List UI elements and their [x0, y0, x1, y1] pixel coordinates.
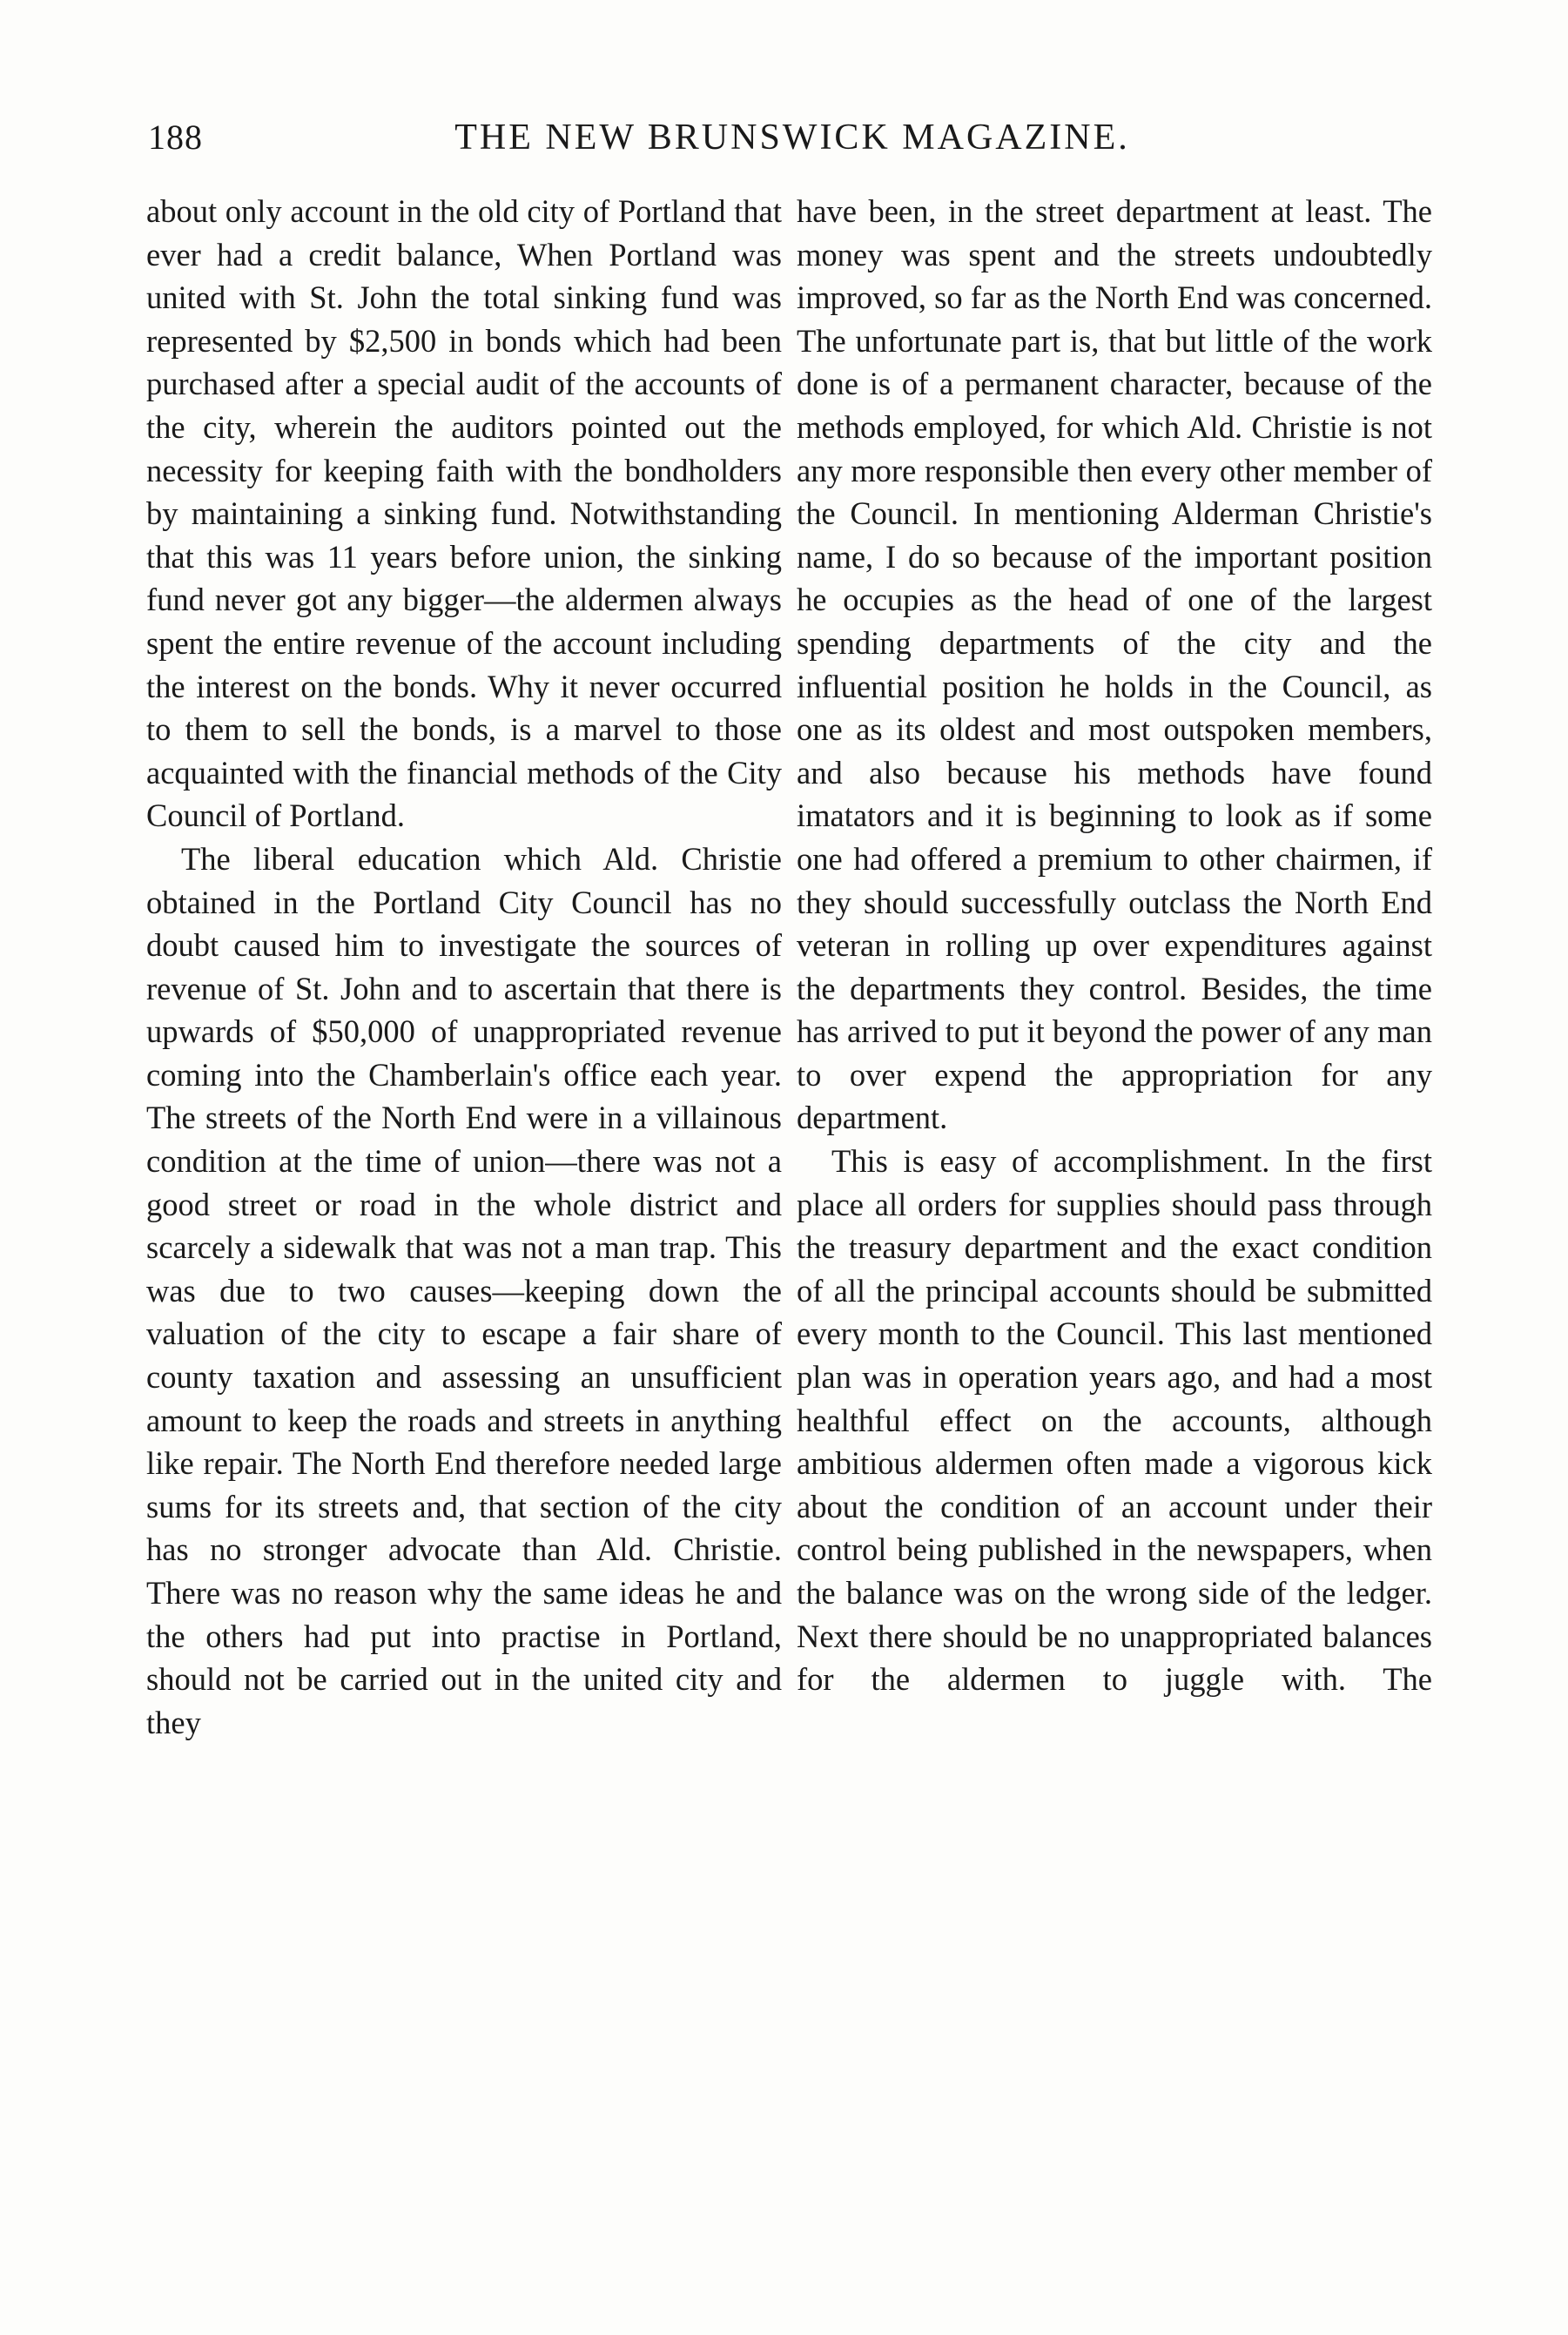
left-paragraph-2: The liberal education which Ald. Christie obtained in the Portland City Council has no doubt caused him to investigate the sources of revenue of St. John and to ascertain that there is upwards of $50,000 of unappropriated revenue coming into the Chamberlain's office each year. The streets of the North End were in a villainous condition at the time of union—there was not a good street or road in the whole district and scarcely a sidewalk that was not a man trap. This was due to two causes—keeping down the valuation of the city to escape a fair share of county taxation and assessing an unsufficient amount to keep the roads and streets in anything like repair. The North End therefore needed large sums for its streets and, that section of the city has no stronger advocate than Ald. Christie. There was no reason why the same ideas he and the others had put into practise in Portland, should not be carried out in the united city and they — [146, 840, 782, 1740]
right-paragraph-2: This is easy of accomplishment. In the first place all orders for supplies should pass through the treasury department and the exact condition of all the principal accounts should be submitted every month to the Council. This last mentioned plan was in operation years ago, and had a most healthful effect on the accounts, although ambitious aldermen often made a vigorous kick about the condition of an account under their control being published in the newspapers, when the balance was on the wrong side of the ledger. Next there should be no unappropriated balances for the aldermen to juggle with. The — [797, 1143, 1432, 1698]
page-number: 188 — [148, 118, 203, 157]
left-paragraph-1: about only account in the old city of Portland that ever had a credit balance, When Portland was united with St. John the total sinking fund was represented by $2,500 in bonds which had been purchased after a special audit of the accounts of the city, wherein the auditors pointed out the necessity for keeping faith with the bondholders by maintaining a sinking fund. Notwithstanding that this was 11 years before union, the sinking fund never got any bigger—the aldermen always spent the entire revenue of the account including the interest on the bonds. Why it never occurred to them to sell the bonds, is a marvel to those acquainted with the financial methods of the City Council of Portland. — [146, 193, 782, 834]
right-column — [797, 190, 1432, 1701]
page-header — [148, 111, 1437, 164]
left-column — [146, 190, 782, 1744]
running-title: THE NEW BRUNSWICK MAGAZINE. — [454, 118, 1130, 158]
right-paragraph-1: have been, in the street department at least. The money was spent and the streets undoubtedly improved, so far as the North End was concerned. The unfortunate part is, that but little of the work done is of a permanent character, because of the methods employed, for which Ald. Christie is not any more responsible then every other member of the Council. In mentioning Alderman Christie's name, I do so because of the important position he occupies as the head of one of the largest spending departments of the city and the influential position he holds in the Council, as one as its oldest and most outspoken members, and also because his methods have found imatators and it is beginning to look as if some one had offered a premium to other chairmen, if they should successfully outclass the North End veteran in rolling up over expenditures against the departments they control. Besides, the time has arrived to put it beyond the power of any man to over expend the appropriation for any department. — [797, 193, 1432, 1136]
